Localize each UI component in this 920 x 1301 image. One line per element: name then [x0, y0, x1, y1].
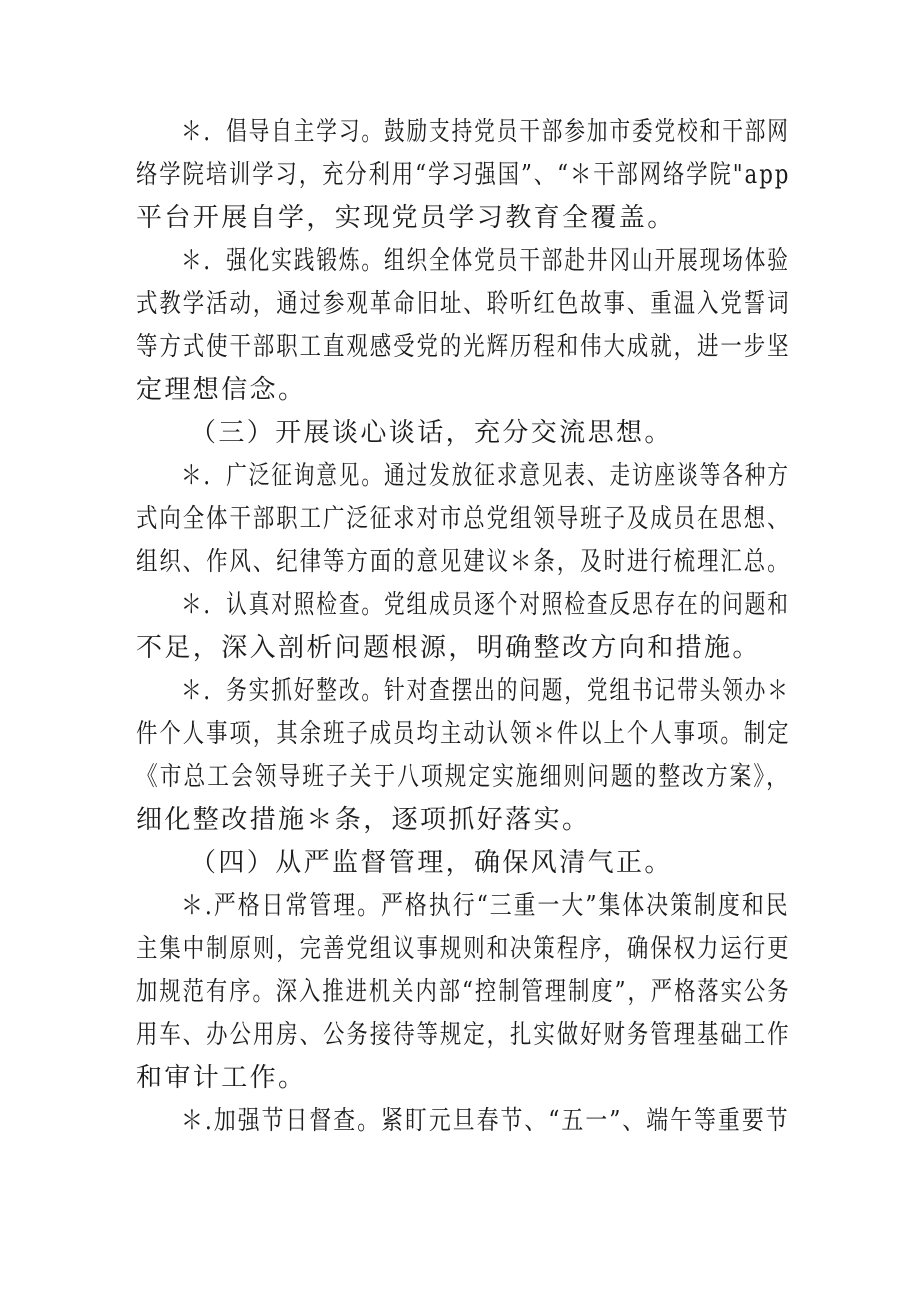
text-line: ＊．广泛征询意见。通过发放征求意见表、走访座谈等各种方 — [181, 461, 790, 491]
text-line: 和审计工作。 — [136, 1063, 307, 1093]
text-line: 式教学活动，通过参观革命旧址、聆听红色故事、重温入党誓词 — [136, 289, 791, 319]
text-line: ＊．认真对照检查。党组成员逐个对照检查反思存在的问题和 — [181, 590, 790, 620]
text-line: 主集中制原则，完善党组议事规则和决策程序，确保权力运行更 — [136, 934, 791, 964]
text-line: ＊.加强节日督查。紧盯元旦春节、“五一”、端午等重要节 — [181, 1106, 790, 1136]
text-line: 加规范有序。深入推进机关内部“控制管理制度”，严格落实公务 — [136, 977, 791, 1007]
text-line: 用车、办公用房、公务接待等规定，扎实做好财务管理基础工作 — [136, 1020, 791, 1050]
text-line: 式向全体干部职工广泛征求对市总党组领导班子及成员在思想、 — [136, 504, 791, 534]
text-line: ＊．倡导自主学习。鼓励支持党员干部参加市委党校和干部网 — [181, 117, 790, 147]
text-line: 络学院培训学习，充分利用“学习强国”、“＊干部网络学院"app — [136, 160, 791, 190]
text-line: 不足，深入剖析问题根源，明确整改方向和措施。 — [136, 633, 761, 663]
text-line: ＊.严格日常管理。严格执行“三重一大”集体决策制度和民 — [181, 891, 790, 921]
text-line: 《市总工会领导班子关于八项规定实施细则问题的整改方案》， — [136, 762, 790, 792]
text-line: 组织、作风、纪律等方面的意见建议＊条，及时进行梳理汇总。 — [136, 547, 791, 577]
text-line: ＊．强化实践锻炼。组织全体党员干部赴井冈山开展现场体验 — [181, 246, 790, 276]
text-line: 平台开展自学，实现党员学习教育全覆盖。 — [136, 203, 676, 233]
text-line: ＊．务实抓好整改。针对查摆出的问题，党组书记带头领办＊ — [181, 676, 790, 706]
section-heading: （三）开展谈心谈话，充分交流思想。 — [190, 418, 673, 448]
text-line: 等方式使干部职工直观感受党的光辉历程和伟大成就，进一步坚 — [136, 332, 791, 362]
text-line: 细化整改措施＊条，逐项抓好落实。 — [136, 805, 591, 835]
text-line: 件个人事项，其余班子成员均主动认领＊件以上个人事项。制定 — [136, 719, 791, 749]
text-line: 定理想信念。 — [136, 375, 307, 405]
section-heading: （四）从严监督管理，确保风清气正。 — [190, 848, 673, 878]
